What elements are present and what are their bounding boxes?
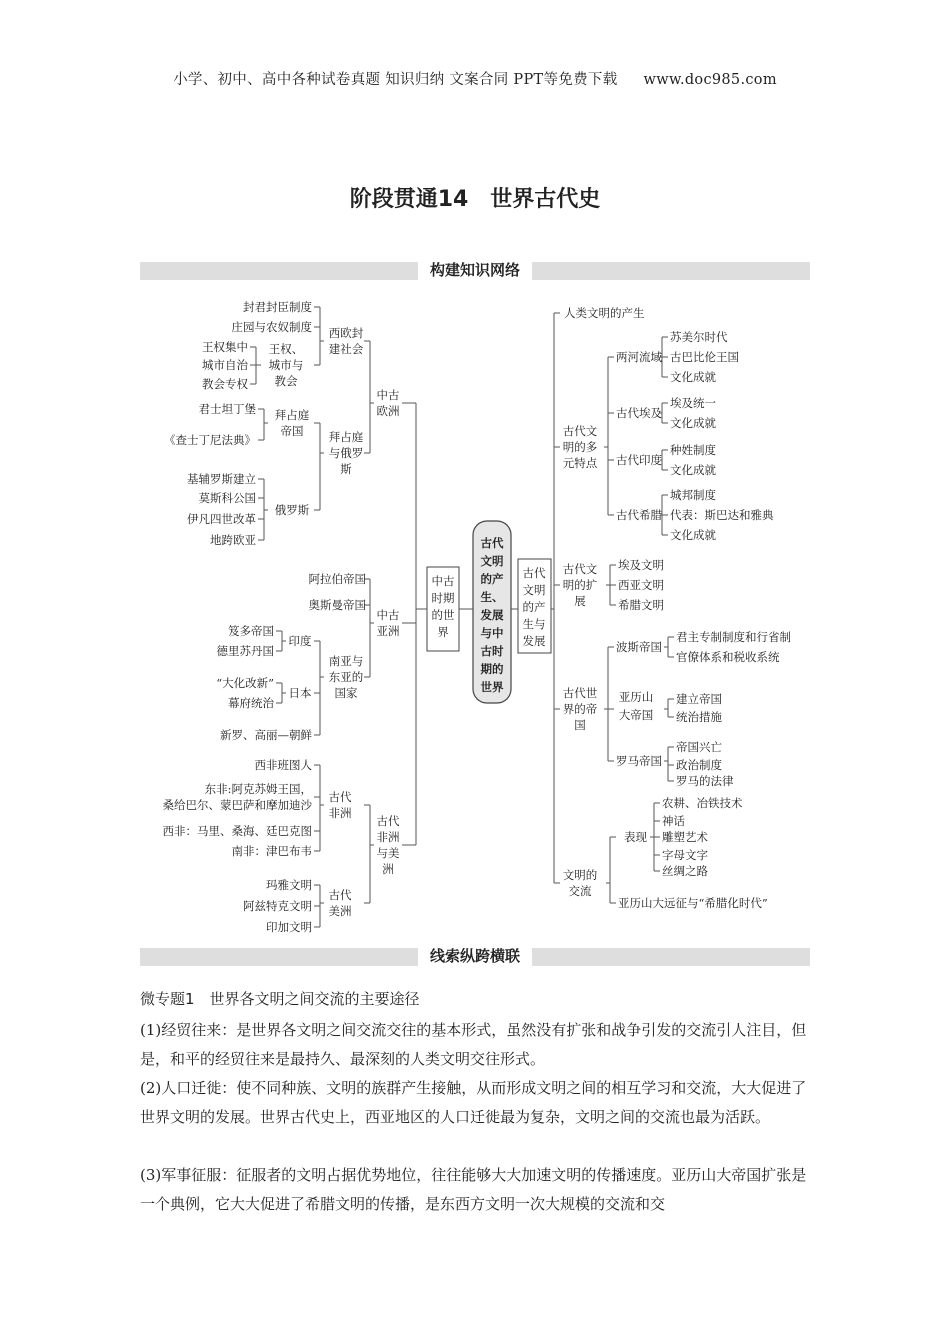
right-main-label: 的产: [522, 600, 546, 614]
leaf-label: 城邦制度: [670, 488, 716, 502]
leaf-label: 统治措施: [676, 710, 722, 724]
leaf-label: 莫斯科公国: [198, 491, 256, 505]
leaf-label: 字母文字: [662, 848, 708, 862]
center-node-label: 的产: [480, 572, 504, 586]
paragraph-3: (3)军事征服：征服者的文明占据优势地位，往往能够大大加速文明的传播速度。亚历山大帝国扩张是一个典例，它大大促进了希腊文明的传播，是东西方文明一次大规模的交流和交: [140, 1166, 807, 1213]
leaf-label: 建立帝国: [676, 692, 722, 706]
region-label-asia: 中古: [376, 608, 400, 622]
center-node-label: 与中: [480, 626, 504, 640]
node-ancient-america: 美洲: [328, 904, 352, 918]
leaf-label: 基辅罗斯建立: [187, 472, 256, 486]
node-persia: 波斯帝国: [616, 640, 662, 654]
leaf-label: 希腊文明: [618, 598, 664, 612]
leaf-label: 阿拉伯帝国: [308, 572, 366, 586]
region-label-europe: 中古: [376, 388, 400, 402]
leaf-label: 神话: [662, 814, 685, 828]
node-civ-0: 两河流域: [616, 350, 662, 364]
section-band-clues: [140, 948, 810, 966]
leaf-label: 笈多帝国: [228, 624, 274, 638]
node-kingship-cities: 城市与: [268, 358, 304, 372]
page-title: 阶段贯通14 世界古代史: [349, 187, 601, 212]
site-header: [0, 68, 950, 89]
leaf-label: 文化成就: [670, 528, 716, 542]
region-label-africa-america: 古代: [376, 814, 400, 828]
node-byzantium-russia: 斯: [340, 462, 352, 476]
leaf-label: 文化成就: [670, 416, 716, 430]
leaf-label: 南非：津巴布韦: [231, 844, 312, 858]
center-node-label: 文明: [480, 554, 504, 568]
node-alexander: 亚历山: [618, 690, 654, 704]
leaf-label: “大化改新”: [216, 676, 274, 690]
leaf-label: 西非：马里、桑海、廷巴克图: [162, 824, 312, 838]
node-byzantine-empire: 拜占庭: [274, 408, 310, 422]
leaf-label: 埃及统一: [670, 396, 716, 410]
leaf-label: 幕府统治: [228, 696, 274, 710]
node-diverse-civilization: 明的多: [562, 440, 598, 454]
node-civ-expansion: 古代文: [562, 562, 598, 576]
leaf-label: 《查士丁尼法典》: [164, 433, 256, 447]
node-civ-expansion: 明的扩: [562, 578, 598, 592]
node-russia: 俄罗斯: [274, 503, 310, 517]
leaf-label: 苏美尔时代: [670, 330, 728, 344]
node-south-east-asia: 东亚的: [328, 670, 364, 684]
node-civ-1: 古代埃及: [616, 406, 662, 420]
leaf-label: 帝国兴亡: [676, 740, 722, 754]
node-ancient-empires: 界的帝: [562, 702, 598, 716]
node-south-east-asia: 南亚与: [328, 654, 364, 668]
leaf-label: 官僚体系和税收系统: [676, 650, 780, 664]
header-url[interactable]: www.doc985.com: [643, 72, 777, 88]
leaf-label: 奥斯曼帝国: [308, 598, 366, 612]
region-label-africa-america: 与美: [376, 846, 400, 860]
leaf-label: 君主专制制度和行省制: [676, 630, 791, 644]
node-manifestation: 表现: [624, 830, 647, 844]
region-label-asia: 亚洲: [376, 624, 400, 638]
node-ancient-empires: 国: [574, 718, 586, 732]
leaf-label: 丝绸之路: [662, 864, 708, 878]
node-civ-exchange: 交流: [568, 884, 592, 898]
leaf-label: 教会专权: [202, 377, 248, 391]
left-main-label: 的世: [431, 608, 455, 622]
section-band-network: [140, 262, 810, 280]
node-kingship-cities: 王权、: [268, 342, 304, 356]
leaf-label: 亚历山大远征与“希腊化时代”: [618, 896, 768, 910]
center-node-label: 期的: [480, 662, 504, 676]
center-node-label: 世界: [480, 680, 504, 694]
leaf-label: 玛雅文明: [266, 878, 312, 892]
leaf-label: 君士坦丁堡: [198, 402, 256, 416]
region-label-africa-america: 洲: [382, 862, 394, 876]
leaf-label: 地跨欧亚: [210, 533, 256, 547]
node-west-europe: 建社会: [328, 342, 364, 356]
center-node-label: 发展: [480, 608, 504, 622]
node-rome: 罗马帝国: [616, 754, 662, 768]
leaf-label: 种姓制度: [670, 443, 716, 457]
leaf-label: 文化成就: [670, 370, 716, 384]
leaf-label: 德里苏丹国: [216, 644, 274, 658]
leaf-label: 文化成就: [670, 463, 716, 477]
node-ancient-africa: 古代: [328, 790, 352, 804]
section-title-network: 构建知识网络: [418, 258, 532, 282]
leaf-label: 王权集中: [202, 340, 248, 354]
leaf-label: 东非:阿克苏姆王国，: [204, 782, 312, 796]
paragraph-2: (2)人口迁徙：使不同种族、文明的族群产生接触，从而形成文明之间的相互学习和交流，大大促进了世界文明的发展。世界古代史上，西亚地区的人口迁徙最为复杂，文明之间的交流也最为活跃。: [140, 1079, 807, 1126]
knowledge-network-map: [140, 285, 812, 945]
region-label-europe: 欧洲: [376, 404, 400, 418]
region-label-africa-america: 非洲: [376, 830, 400, 844]
node-diverse-civilization: 元特点: [562, 456, 598, 470]
section-title-clues: 线索纵跨横联: [418, 944, 532, 968]
right-main-label: 文明: [522, 583, 546, 597]
right-main-label: 发展: [522, 634, 546, 648]
leaf-label: 农耕、冶铁技术: [662, 796, 743, 810]
leaf-label: 埃及文明: [618, 558, 664, 572]
node-japan: 日本: [288, 686, 312, 700]
center-node-label: 生、: [480, 590, 504, 604]
topic-title: 微专题1 世界各文明之间交流的主要途径: [140, 990, 420, 1008]
leaf-label: 新罗、高丽—朝鲜: [220, 728, 312, 742]
left-main-label: 界: [437, 625, 449, 639]
leaf-label: 古巴比伦王国: [670, 350, 739, 364]
left-main-label: 时期: [431, 591, 455, 605]
node-byzantium-russia: 与俄罗: [328, 446, 364, 460]
node-byzantium-russia: 拜占庭: [328, 430, 364, 444]
right-main-label: 古代: [522, 566, 546, 580]
node-diverse-civilization: 古代文: [562, 424, 598, 438]
node-civ-2: 古代印度: [616, 453, 662, 467]
node-ancient-empires: 古代世: [562, 686, 598, 700]
leaf-label: 阿兹特克文明: [243, 899, 312, 913]
node-ancient-africa: 非洲: [328, 806, 352, 820]
node-civ-expansion: 展: [574, 594, 586, 608]
leaf-label: 代表：斯巴达和雅典: [670, 508, 774, 522]
node-india: 印度: [288, 634, 312, 648]
right-main-label: 生与: [522, 617, 546, 631]
leaf-label: 封君封臣制度: [243, 300, 312, 314]
node-civ-3: 古代希腊: [616, 508, 662, 522]
left-main-label: 中古: [431, 574, 455, 588]
leaf-label: 印加文明: [266, 920, 312, 934]
leaf-label: 西亚文明: [618, 578, 664, 592]
node-alexander: 大帝国: [618, 708, 654, 722]
leaf-label: 雕塑艺术: [662, 830, 708, 844]
leaf-label: 政治制度: [676, 758, 722, 772]
node-byzantine-empire: 帝国: [280, 424, 304, 438]
node-south-east-asia: 国家: [334, 686, 358, 700]
leaf-label: 庄园与农奴制度: [231, 320, 312, 334]
header-text: 小学、初中、高中各种试卷真题 知识归纳 文案合同 PPT等免费下载: [173, 72, 618, 88]
node-kingship-cities: 教会: [274, 374, 298, 388]
center-node-label: 古时: [480, 644, 504, 658]
node-civ-exchange: 文明的: [562, 868, 598, 882]
leaf-label: 伊凡四世改革: [187, 512, 256, 526]
node-origin-civilization: 人类文明的产生: [564, 306, 645, 320]
leaf-label: 罗马的法律: [676, 774, 734, 788]
leaf-label: 西非班图人: [254, 758, 312, 772]
paragraph-1: (1)经贸往来：是世界各文明之间交流交往的基本形式，虽然没有扩张和战争引发的交流引人注目，但是，和平的经贸往来是最持久、最深刻的人类文明交往形式。: [140, 1021, 807, 1068]
leaf-label: 桑给巴尔、蒙巴萨和摩加迪沙: [162, 798, 312, 812]
leaf-label: 城市自治: [202, 358, 248, 372]
node-west-europe: 西欧封: [328, 326, 364, 340]
node-ancient-america: 古代: [328, 888, 352, 902]
center-node-label: 古代: [480, 536, 504, 550]
